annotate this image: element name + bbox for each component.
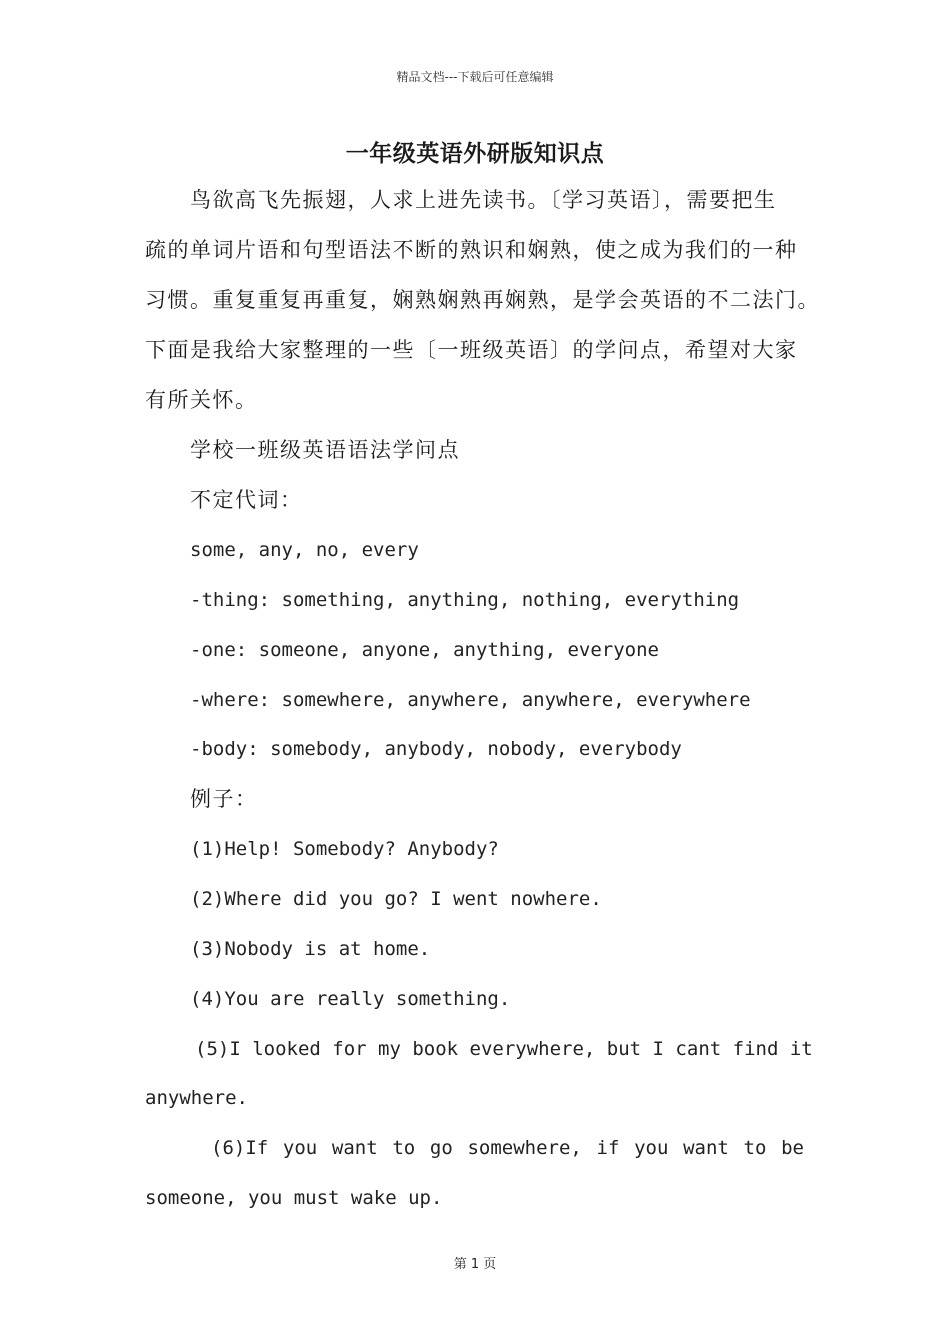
pronoun-line-1: some, any, no, every: [190, 539, 419, 561]
example-line-3: (3)Nobody is at home.: [190, 938, 431, 960]
example-line-1: (1)Help! Somebody? Anybody?: [190, 838, 499, 860]
page-number: 第 1 页: [453, 1257, 497, 1272]
example-line-4: (4)You are really something.: [190, 988, 511, 1010]
intro-line-1: 鸟欲高飞先振翅，人求上进先读书。〔学习英语〕，需要把生: [190, 188, 777, 212]
intro-line-3: 习惯。重复重复再重复，娴熟娴熟再娴熟，是学会英语的不二法门。: [145, 288, 820, 312]
page-header: 精品文档---下载后可任意编辑: [396, 70, 554, 84]
pronoun-line-3: -one: someone, anyone, anything, everyone: [190, 639, 659, 661]
examples-heading: 例子：: [190, 787, 258, 811]
example-line-6: anywhere.: [145, 1087, 248, 1109]
example-line-5: (5)I looked for my book everywhere, but I cant find it: [195, 1038, 813, 1060]
intro-line-2: 疏的单词片语和句型语法不断的熟识和娴熟，使之成为我们的一种: [145, 238, 798, 262]
intro-line-5: 有所关怀。: [145, 388, 258, 412]
document-title: 一年级英语外研版知识点: [345, 141, 605, 167]
example-line-7: (6)If you want to go somewhere, if you want to be: [211, 1137, 804, 1159]
pronoun-line-4: -where: somewhere, anywhere, anywhere, everywhere: [190, 689, 751, 711]
pronoun-line-5: -body: somebody, anybody, nobody, everybody: [190, 738, 682, 760]
example-line-8: someone, you must wake up.: [145, 1187, 443, 1209]
section-heading: 学校一班级英语语法学问点: [190, 438, 460, 462]
pronoun-heading: 不定代词：: [190, 488, 303, 512]
pronoun-line-2: -thing: something, anything, nothing, everything: [190, 589, 740, 611]
intro-line-4: 下面是我给大家整理的一些〔一班级英语〕的学问点，希望对大家: [145, 338, 798, 362]
example-line-2: (2)Where did you go? I went nowhere.: [190, 888, 602, 910]
